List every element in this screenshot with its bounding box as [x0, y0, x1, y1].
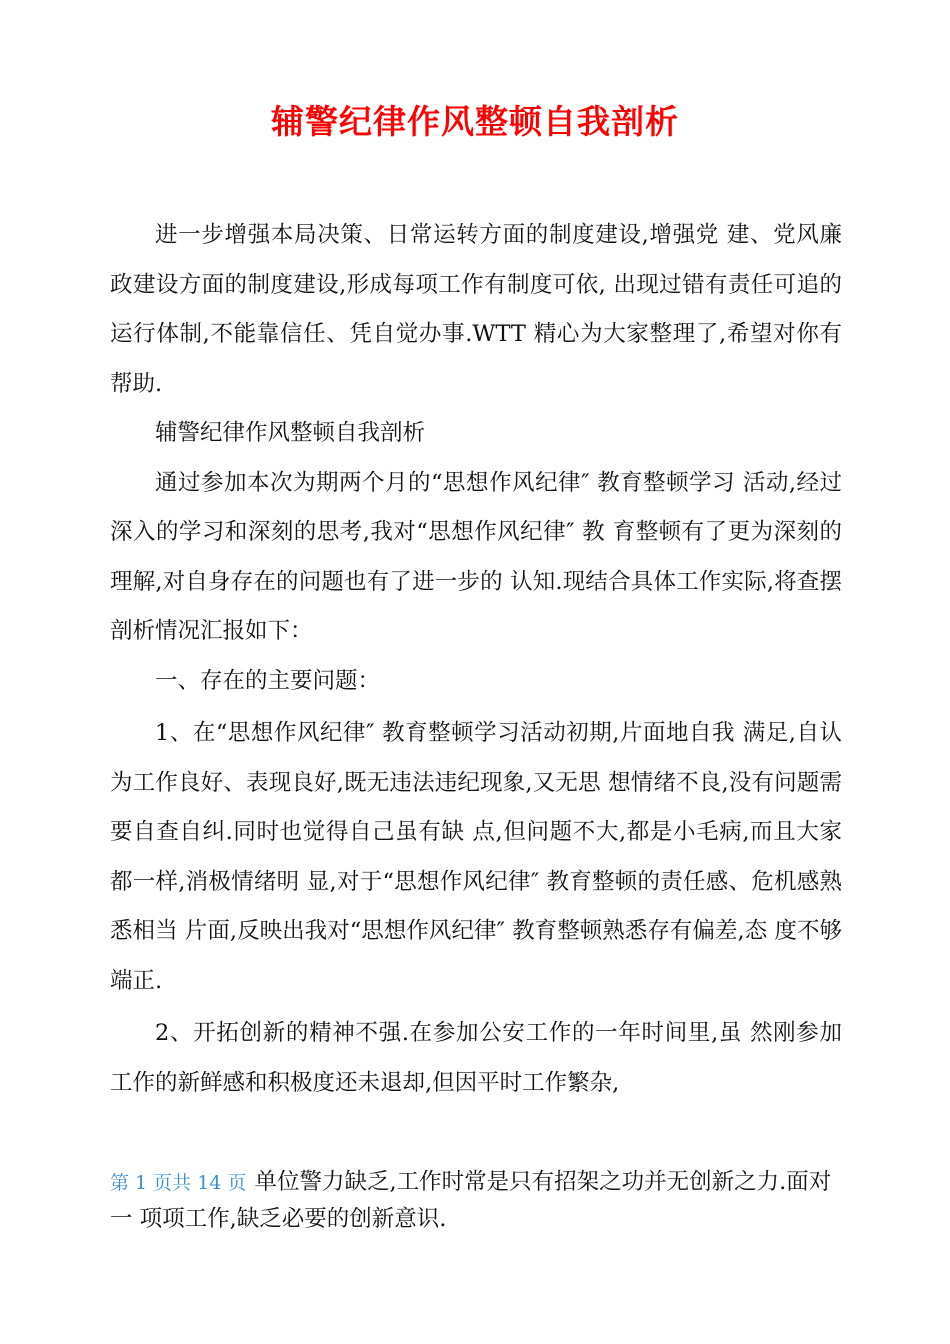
page-number: 第 1 页共 14 页 — [110, 1172, 247, 1194]
paragraph-subtitle: 辅警纪律作风整顿自我剖析 — [155, 420, 426, 446]
footer-text: 单位警力缺乏,工作时常是只有招架之功并无创新之力.面对一 项项工作,缺乏必要的创新意识. — [110, 1169, 832, 1232]
document-title: 辅警纪律作风整顿自我剖析 — [271, 102, 679, 141]
paragraph-overview: 通过参加本次为期两个月的“思想作风纪律″ 教育整顿学习 活动,经过深入的学习和深刻的思考,我对“思想作风纪律″ 教 育整顿有了更为深刻的理解,对自身存在的问题也有了进一步的 认知.现结合具体工作实际,将查摆剖析情况汇报如下： — [110, 469, 842, 644]
paragraph-intro: 进一步增强本局决策、日常运转方面的制度建设,增强党 建、党风廉政建设方面的制度建设,形成每项工作有制度可依, 出现过错有责任可追的运行体制,不能靠信任、凭自觉办事.WTT 精心为大家整理了,希望对你有帮助. — [110, 222, 842, 397]
document-body — [110, 211, 842, 1108]
paragraph-problem-1: 1、在“思想作风纪律″ 教育整顿学习活动初期,片面地自我 满足,自认为工作良好、表现良好,既无违法违纪现象,又无思 想情绪不良,没有问题需要自查自纠.同时也觉得自己虽有缺 点,但问题不大,都是小毛病,而且大家都一样,消极情绪明 显,对于“思想作风纪律″ 教育整顿的责任感、危机感熟悉相当 片面,反映出我对“思想作风纪律″ 教育整顿熟悉存有偏差,态 度不够端正. — [110, 720, 842, 994]
paragraph-problem-2: 2、开拓创新的精神不强.在参加公安工作的一年时间里,虽 然刚参加工作的新鲜感和积极度还未退却,但因平时工作繁杂, — [110, 1020, 842, 1096]
page-footer — [110, 1164, 842, 1237]
section-heading: 一、存在的主要问题： — [155, 667, 381, 694]
